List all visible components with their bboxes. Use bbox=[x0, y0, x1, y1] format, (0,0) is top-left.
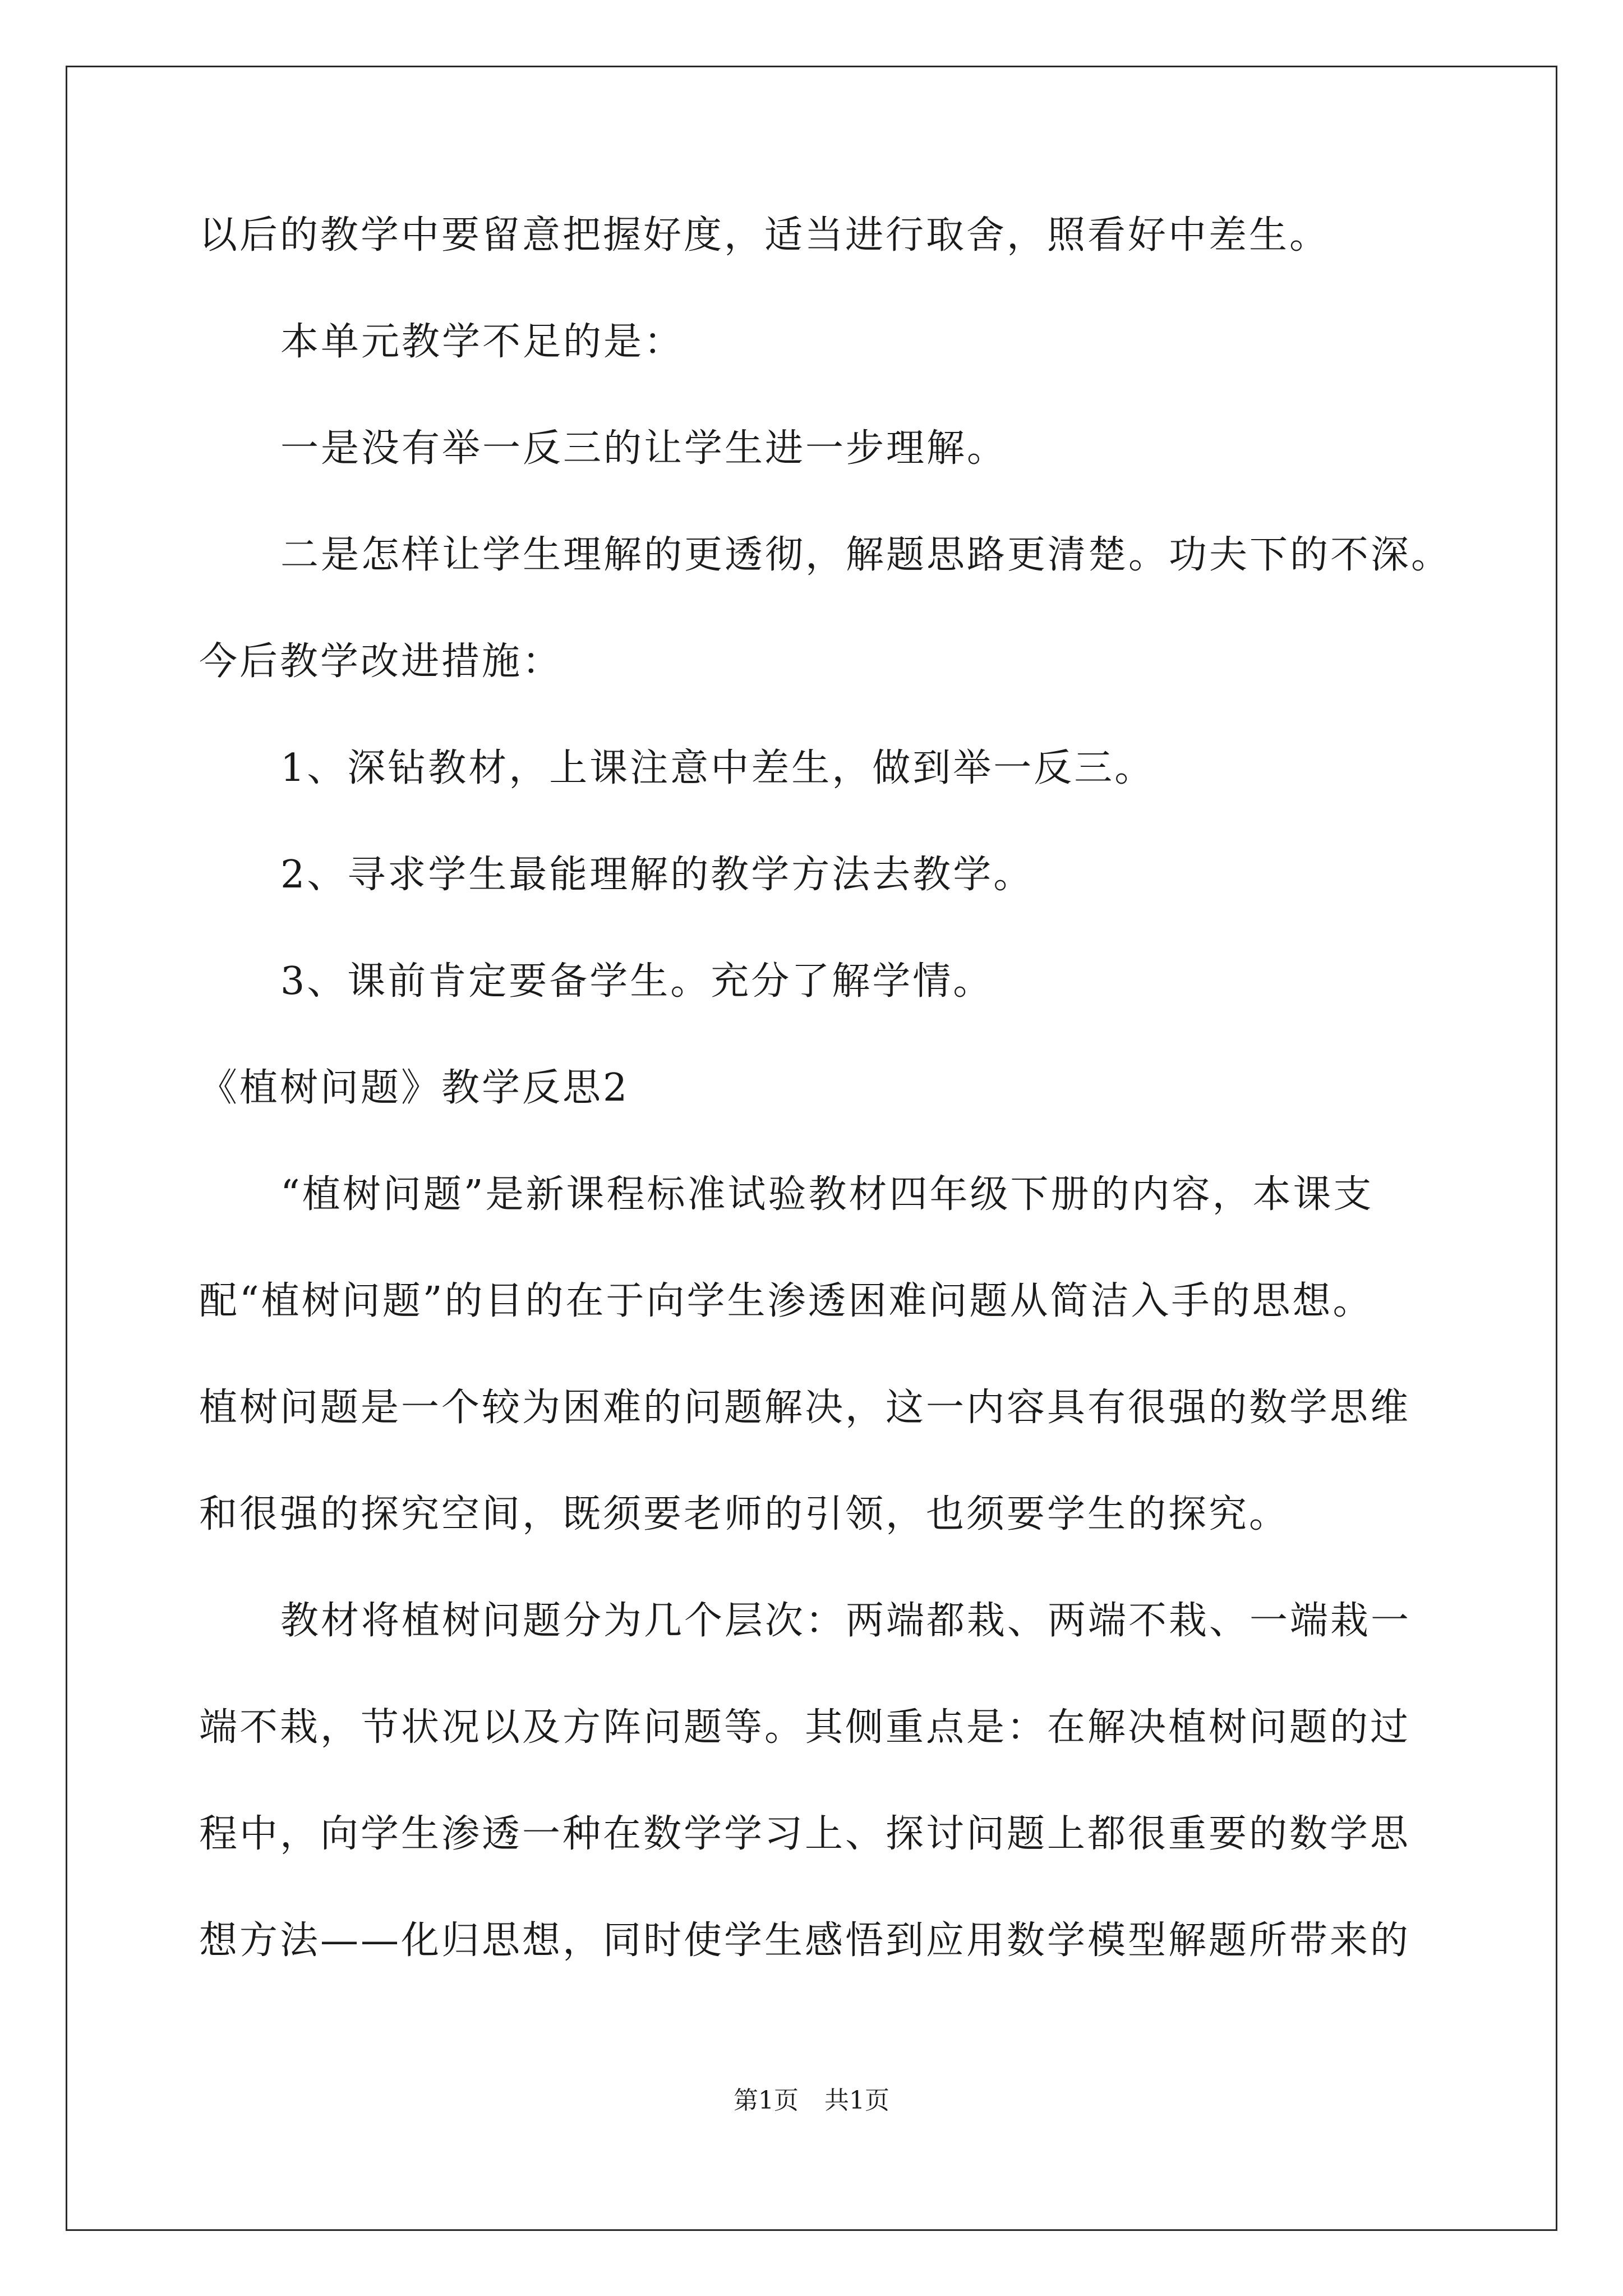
page-total: 共1页 bbox=[824, 2086, 889, 2115]
list-item: 1、深钻教材，上课注意中差生，做到举一反三。 bbox=[280, 746, 1155, 790]
paragraph-line: 端不栽，节状况以及方阵问题等。其侧重点是：在解决植树问题的过 bbox=[199, 1705, 1411, 1750]
list-item: 2、寻求学生最能理解的教学方法去教学。 bbox=[280, 853, 1034, 897]
paragraph-line: 二是怎样让学生理解的更透彻，解题思路更清楚。功夫下的不深。 bbox=[280, 533, 1452, 577]
page-border bbox=[66, 66, 1557, 2231]
section-heading: 《植树问题》教学反思2 bbox=[199, 1066, 630, 1110]
paragraph-line: 本单元教学不足的是： bbox=[280, 320, 685, 364]
paragraph-line: 和很强的探究空间，既须要老师的引领，也须要学生的探究。 bbox=[199, 1492, 1290, 1536]
paragraph-line: “植树问题”是新课程标准试验教材四年级下册的内容，本课支 bbox=[280, 1172, 1374, 1217]
paragraph-line: 教材将植树问题分为几个层次：两端都栽、两端不栽、一端栽一 bbox=[280, 1599, 1412, 1643]
page-footer bbox=[0, 2084, 1623, 2118]
paragraph-line: 植树问题是一个较为困难的问题解决，这一内容具有很强的数学思维 bbox=[199, 1386, 1411, 1430]
list-item: 3、课前肯定要备学生。充分了解学情。 bbox=[280, 959, 994, 1004]
page-number: 第1页 bbox=[734, 2086, 799, 2115]
paragraph-line: 今后教学改进措施： bbox=[199, 639, 563, 684]
paragraph-line: 以后的教学中要留意把握好度，适当进行取舍，照看好中差生。 bbox=[199, 213, 1330, 257]
paragraph-line: 配“植树问题”的目的在于向学生渗透困难问题从简洁入手的思想。 bbox=[199, 1279, 1373, 1323]
paragraph-line: 一是没有举一反三的让学生进一步理解。 bbox=[280, 426, 1008, 471]
paragraph-line: 程中，向学生渗透一种在数学学习上、探讨问题上都很重要的数学思 bbox=[199, 1812, 1411, 1856]
paragraph-line: 想方法——化归思想，同时使学生感悟到应用数学模型解题所带来的 bbox=[199, 1918, 1411, 1963]
